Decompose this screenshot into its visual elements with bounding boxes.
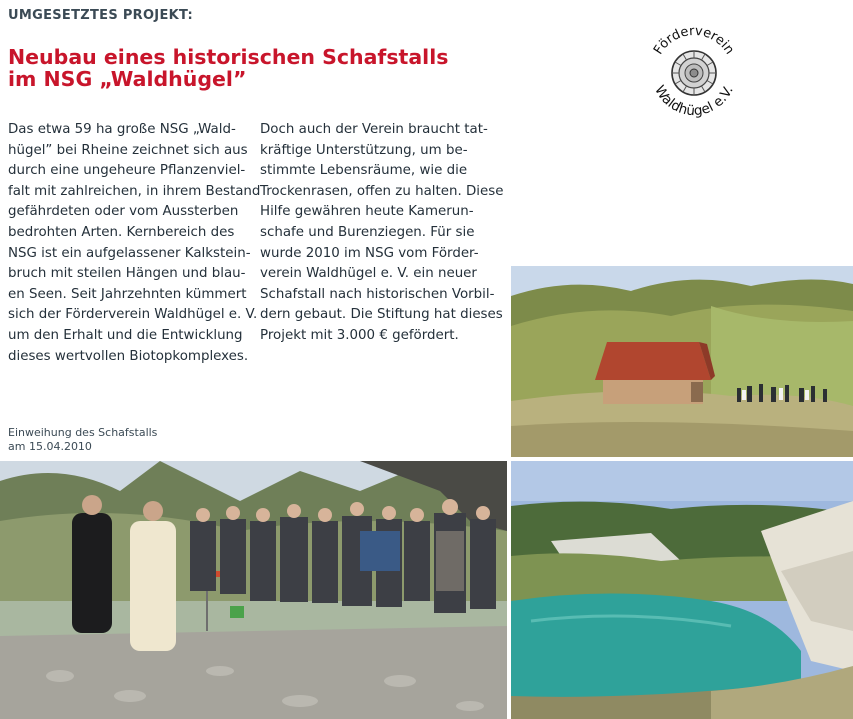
text-line: Projekt mit 3.000 € gefördert. xyxy=(260,327,459,343)
section-kicker: UMGESETZTES PROJEKT: xyxy=(8,8,193,23)
text-line: schafe und Burenziegen. Für sie xyxy=(260,224,475,240)
article-title-line-2: im NSG „Waldhügel” xyxy=(8,67,247,91)
text-line: dieses wertvollen Biotopkomplexes. xyxy=(8,348,249,364)
text-line: Doch auch der Verein braucht tat- xyxy=(260,122,488,137)
text-line: wurde 2010 im NSG vom Förder- xyxy=(260,245,479,261)
text-line: hügel” bei Rheine zeichnet sich aus xyxy=(8,142,248,158)
article-column-2 xyxy=(260,120,504,347)
text-line: en Seen. Seit Jahrzehnten kümmert xyxy=(8,286,247,302)
text-line: Das etwa 59 ha große NSG „Wald- xyxy=(8,122,236,137)
quarry-lake-photo-graphic xyxy=(511,461,853,719)
caption-line-1: Einweihung des Schafstalls xyxy=(8,426,158,439)
article-column-1 xyxy=(8,120,261,367)
text-line: sich der Förderverein Waldhügel e. V. xyxy=(8,307,258,323)
text-line: verein Waldhügel e. V. ein neuer xyxy=(260,266,477,282)
shed-photo xyxy=(511,266,853,457)
logo-text-top: Förderverein xyxy=(651,23,737,58)
shed-photo-graphic xyxy=(511,266,853,457)
sheep-shed-icon xyxy=(595,342,715,404)
text-line: kräftige Unterstützung, um be- xyxy=(260,142,468,158)
text-line: falt mit zahlreichen, in ihrem Bestand xyxy=(8,183,261,199)
article-title-line-1: Neubau eines historischen Schafstalls xyxy=(8,45,449,69)
caption-line-2: am 15.04.2010 xyxy=(8,440,92,453)
text-line: Schafstall nach historischen Vorbil- xyxy=(260,286,495,302)
text-line: gefährdeten oder vom Aussterben xyxy=(8,204,239,220)
logo-text-bottom: Waldhügel e.V. xyxy=(651,82,737,120)
text-line: NSG ist ein aufgelassener Kalkstein- xyxy=(8,245,251,261)
text-line: Hilfe gewähren heute Kamerun- xyxy=(260,204,474,220)
quarry-lake-photo xyxy=(511,461,853,719)
ammonite-icon xyxy=(672,51,716,95)
logo-graphic xyxy=(640,19,748,127)
text-line: bruch mit steilen Hängen und blau- xyxy=(8,266,246,282)
photo-caption xyxy=(8,426,157,454)
inauguration-photo-graphic xyxy=(0,461,507,719)
inauguration-photo xyxy=(0,461,507,719)
text-line: dern gebaut. Die Stiftung hat dieses xyxy=(260,307,503,323)
text-line: stimmte Lebensräume, wie die xyxy=(260,163,468,179)
text-line: um den Erhalt und die Entwicklung xyxy=(8,327,243,343)
foerderverein-logo xyxy=(640,19,748,127)
article-title xyxy=(8,46,478,90)
text-line: durch eine ungeheure Pflanzenviel- xyxy=(8,163,246,179)
text-line: Trockenrasen, offen zu halten. Diese xyxy=(260,183,504,199)
text-line: bedrohten Arten. Kernbereich des xyxy=(8,224,235,240)
